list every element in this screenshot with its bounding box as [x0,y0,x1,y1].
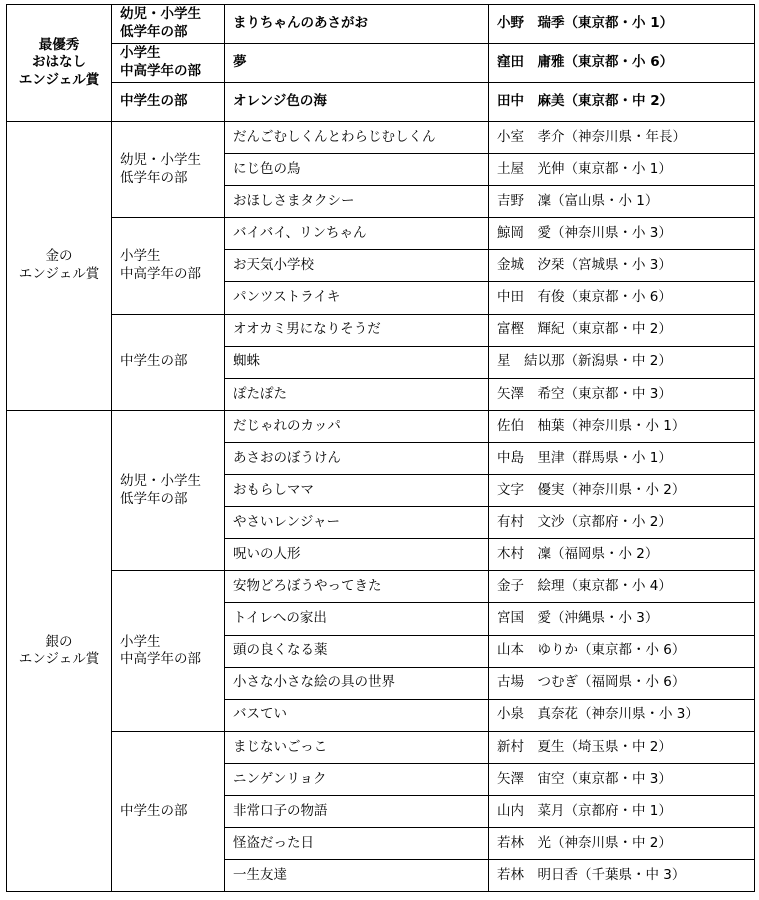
author-cell: 若林 明日香（千葉県・中 3） [489,860,755,892]
author-cell: 中島 里津（群馬県・小 1） [489,442,755,474]
table-row [7,122,755,154]
work-title-cell: バイバイ、リンちゃん [225,218,489,250]
work-title-cell: バスてい [225,699,489,731]
work-title-cell: 呪いの人形 [225,539,489,571]
category-cell: 小学生 中高学年の部 [112,44,225,83]
work-title-cell: まりちゃんのあさがお [225,5,489,44]
work-title-cell: だんごむしくんとわらじむしくん [225,122,489,154]
work-title-cell: だじゃれのカッパ [225,410,489,442]
author-cell: 鯨岡 愛（神奈川県・小 3） [489,218,755,250]
table-row [7,314,755,346]
author-cell: 佐伯 柚葉（神奈川県・小 1） [489,410,755,442]
work-title-cell: トイレへの家出 [225,603,489,635]
author-cell: 古場 つむぎ（福岡県・小 6） [489,667,755,699]
category-cell: 小学生 中高学年の部 [112,218,225,314]
author-cell: 木村 凜（福岡県・小 2） [489,539,755,571]
author-cell: 文字 優実（神奈川県・小 2） [489,475,755,507]
table-row [7,5,755,44]
table-row [7,44,755,83]
author-cell: 中田 有俊（東京都・小 6） [489,282,755,314]
author-cell: 新村 夏生（埼玉県・中 2） [489,731,755,763]
author-cell: 窪田 庸雅（東京都・小 6） [489,44,755,83]
work-title-cell: 蜘蛛 [225,346,489,378]
category-cell: 中学生の部 [112,731,225,891]
work-title-cell: お天気小学校 [225,250,489,282]
author-cell: 金城 汐栞（宮城県・小 3） [489,250,755,282]
author-cell: 小泉 真奈花（神奈川県・小 3） [489,699,755,731]
author-cell: 宮国 愛（沖縄県・小 3） [489,603,755,635]
category-cell: 小学生 中高学年の部 [112,571,225,731]
category-cell: 幼児・小学生 低学年の部 [112,5,225,44]
awards-table [6,4,755,892]
work-title-cell: やさいレンジャー [225,507,489,539]
category-cell: 幼児・小学生 低学年の部 [112,410,225,570]
work-title-cell: パンツストライキ [225,282,489,314]
author-cell: 星 結以那（新潟県・中 2） [489,346,755,378]
table-row [7,571,755,603]
award-name-cell: 最優秀 おはなし エンジェル賞 [7,5,112,122]
work-title-cell: まじないごっこ [225,731,489,763]
category-cell: 幼児・小学生 低学年の部 [112,122,225,218]
work-title-cell: オレンジ色の海 [225,83,489,122]
work-title-cell: 非常口子の物語 [225,795,489,827]
work-title-cell: にじ色の鳥 [225,154,489,186]
author-cell: 山内 菜月（京都府・中 1） [489,795,755,827]
award-name-cell: 銀の エンジェル賞 [7,410,112,891]
table-row [7,731,755,763]
work-title-cell: オオカミ男になりそうだ [225,314,489,346]
work-title-cell: あさおのぼうけん [225,442,489,474]
work-title-cell: 怪盗だった日 [225,828,489,860]
author-cell: 有村 文沙（京都府・小 2） [489,507,755,539]
category-cell: 中学生の部 [112,314,225,410]
awards-table-body [7,5,755,892]
author-cell: 土屋 光伸（東京都・小 1） [489,154,755,186]
author-cell: 富樫 輝紀（東京都・中 2） [489,314,755,346]
work-title-cell: ニンゲンリョク [225,763,489,795]
author-cell: 矢澤 希空（東京都・中 3） [489,378,755,410]
author-cell: 小野 瑞季（東京都・小 1） [489,5,755,44]
author-cell: 若林 光（神奈川県・中 2） [489,828,755,860]
work-title-cell: ぽたぽた [225,378,489,410]
author-cell: 山本 ゆりか（東京都・小 6） [489,635,755,667]
author-cell: 金子 絵理（東京都・小 4） [489,571,755,603]
award-name-cell: 金の エンジェル賞 [7,122,112,411]
author-cell: 田中 麻美（東京都・中 2） [489,83,755,122]
category-cell: 中学生の部 [112,83,225,122]
work-title-cell: 夢 [225,44,489,83]
table-row [7,83,755,122]
work-title-cell: 一生友達 [225,860,489,892]
author-cell: 小室 孝介（神奈川県・年長） [489,122,755,154]
work-title-cell: おもらしママ [225,475,489,507]
author-cell: 矢澤 宙空（東京都・中 3） [489,763,755,795]
work-title-cell: おほしさまタクシー [225,186,489,218]
author-cell: 吉野 凜（富山県・小 1） [489,186,755,218]
work-title-cell: 頭の良くなる薬 [225,635,489,667]
work-title-cell: 安物どろぼうやってきた [225,571,489,603]
work-title-cell: 小さな小さな絵の具の世界 [225,667,489,699]
table-row [7,410,755,442]
table-row [7,218,755,250]
